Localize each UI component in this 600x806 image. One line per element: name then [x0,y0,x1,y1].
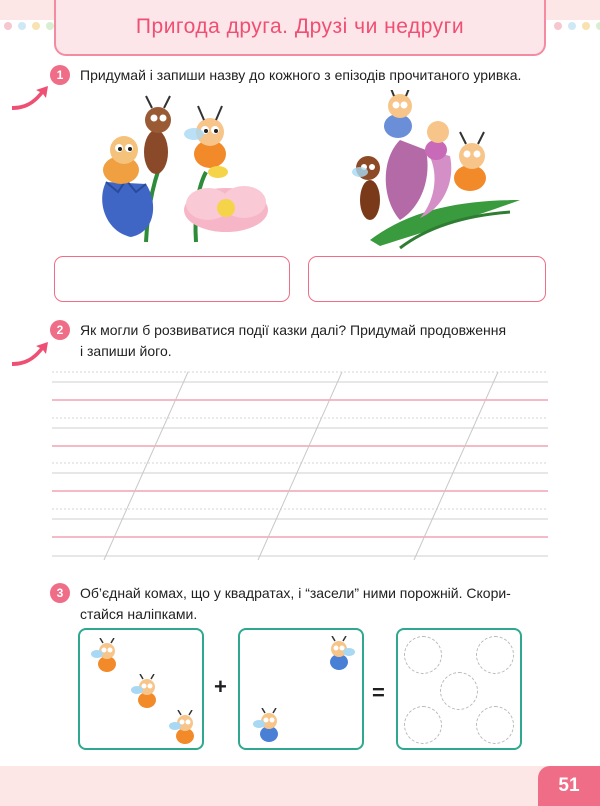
task-number-3: 3 [50,583,70,603]
task-3-line-1: Об’єднай комах, що у квадратах, і “засели” ними порожній. Скори- [80,585,511,601]
page-title-tab [54,0,546,56]
sticker-slot[interactable] [476,706,514,744]
sticker-slot[interactable] [404,706,442,744]
pointer-arrow-icon [10,84,50,112]
task-1-text: Придумай і запиши назву до кожного з епізодів прочитаного уривка. [80,67,522,83]
writing-lines[interactable] [52,370,548,560]
sticker-slot[interactable] [404,636,442,674]
ant-sticker-icon [322,636,356,672]
task-3-line-2: стайся наліпками. [80,606,198,622]
square-two-ants [238,628,364,750]
task-2-line-2: і запиши його. [80,343,172,359]
bottom-band [0,766,600,806]
plus-sign: + [214,674,227,699]
decorative-dots-right [554,22,600,34]
ants-on-flower-icon [86,92,276,248]
square-three-ants [78,628,204,750]
episode-2-title-box[interactable] [308,256,546,302]
equals-sign: = [372,680,385,705]
task-number-2: 2 [50,320,70,340]
episode-1-title-box[interactable] [54,256,290,302]
square-empty-slots[interactable] [396,628,522,750]
sticker-slot[interactable] [440,672,478,710]
page-number: 51 [538,766,600,806]
ants-meet-friends-icon [340,90,526,250]
ant-sticker-icon [168,710,202,746]
task-number-1: 1 [50,65,70,85]
page-title: Пригода друга. Друзі чи недруги [135,15,465,38]
sticker-slot[interactable] [476,636,514,674]
pointer-arrow-icon [10,340,50,368]
ant-sticker-icon [130,674,164,710]
ant-sticker-icon [90,638,124,674]
task-2-line-1: Як могли б розвиватися події казки далі? Придумай продовження [80,322,507,338]
ant-sticker-icon [252,708,286,744]
